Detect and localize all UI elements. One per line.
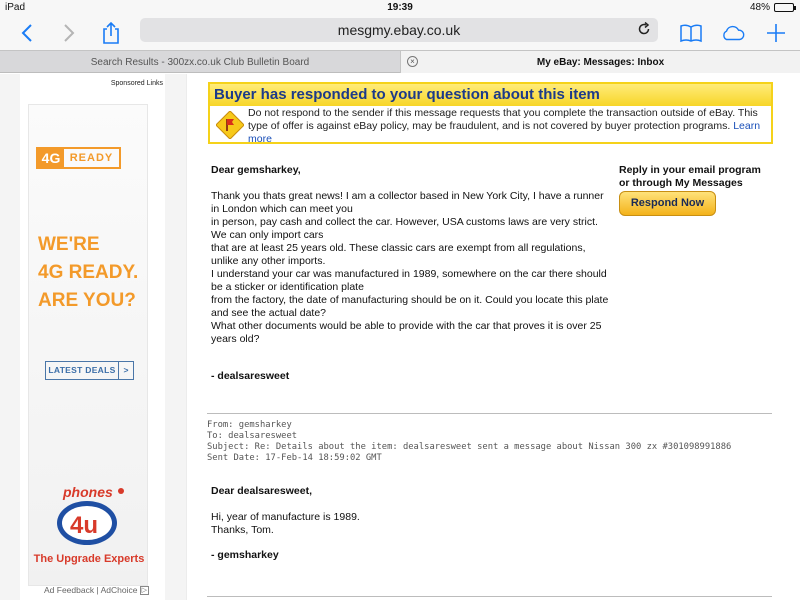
meta-sent-date: Sent Date: 17-Feb-14 18:59:02 GMT [207,453,382,463]
4g-ready-logo [36,147,121,169]
back-button[interactable] [14,20,40,46]
share-icon [101,21,121,45]
reply-signature: - gemsharkey [211,549,279,561]
cloud-icon [720,23,746,43]
reply-line: Reply in your email program [619,164,761,176]
page-content [0,74,800,600]
message-body-line: in person, pay cash and collect the car. However, USA customs laws are very strict. [211,216,598,228]
icloud-tabs-button[interactable] [720,20,746,46]
reply-body [211,511,360,537]
bookmarks-button[interactable] [678,20,704,46]
ad-feedback-link[interactable]: Ad Feedback [44,585,95,595]
chevron-left-icon [20,23,34,43]
reply-metadata [207,420,731,464]
reply-body-line: Hi, year of manufacture is 1989. [211,511,360,523]
meta-to: To: dealsaresweet [207,431,298,441]
message-body-line: be a sticker or identification plate [211,281,364,293]
plus-icon [766,23,786,43]
message-body-line: Thank you thats great news! I am a collector based in New York City, I have a runner [211,190,604,202]
logo-4g-text: 4G [38,149,64,167]
adchoice-icon[interactable]: ▷ [141,587,147,595]
tab-bar [0,50,800,73]
address-bar[interactable] [140,18,658,42]
ad-headline-line: 4G READY. [38,262,139,283]
alert-message: Do not respond to the sender if this message requests that you complete the transaction outside of eBay. This type of offer is against eBay policy, may be fraudulent, and is not covered by buyer protection programs. [248,107,758,132]
book-icon [680,23,702,43]
adchoice-link[interactable]: AdChoice [100,585,138,595]
close-icon[interactable]: × [407,56,418,67]
clock: 19:39 [387,2,413,13]
ad-column [20,74,165,600]
latest-deals-button[interactable] [45,361,134,380]
reload-icon[interactable] [636,21,652,37]
alert-text [248,107,768,146]
url-text: mesgmy.ebay.co.uk [337,22,461,38]
forward-button[interactable] [56,20,82,46]
chevron-right-icon [62,23,76,43]
message-body-line: that are at least 25 years old. These classic cars are exempt from all regulations, [211,242,586,254]
message-body [211,190,616,346]
message-greeting: Dear gemsharkey, [211,164,301,176]
alert-title: Buyer has responded to your question about this item [210,84,771,106]
tab-label: Search Results - 300zx.co.uk Club Bulletin Board [90,56,310,68]
message-body-line: in London which can meet you [211,203,353,215]
reply-greeting: Dear dealsaresweet, [211,485,312,497]
battery-indicator [750,2,794,13]
status-bar [0,0,800,16]
tab-ebay-messages[interactable] [400,51,800,73]
meta-subject: Subject: Re: Details about the item: dealsaresweet sent a message about Nissan 300 zx #301098991886 [207,442,732,452]
reply-line: or through My Messages [619,177,743,189]
policy-alert [208,82,773,144]
message-body-line: What other documents would be able to provide with the car that proves it is over 25 [211,320,602,332]
ad-headline [38,231,138,315]
message-panel [186,74,800,600]
message-body-line: I understand your car was manufactured in 1989, somewhere on the car there should [211,268,607,280]
sponsored-links-label: Sponsored Links [110,80,163,87]
message-body-line: and see the actual date? [211,307,327,319]
message-signature: - dealsaresweet [211,370,290,382]
battery-icon [774,3,794,12]
tab-label: My eBay: Messages: Inbox [536,56,665,68]
reply-body-line: Thanks, Tom. [211,524,274,536]
phones-wordmark: phones [63,484,113,500]
message-body-line: We can only import cars [211,229,324,241]
learn-more-link[interactable]: Learn more [248,120,761,145]
tab-search-results[interactable] [0,51,400,73]
reply-instructions [619,164,769,190]
device-label: iPad [5,2,26,13]
phones4u-logo [49,483,129,547]
latest-deals-label: LATEST DEALS [48,365,116,375]
message-body-line: years old? [211,333,260,345]
new-tab-button[interactable] [763,20,789,46]
share-button[interactable] [98,20,124,46]
divider [207,413,772,414]
ad-banner[interactable] [28,104,148,586]
meta-from: From: gemsharkey [207,420,292,430]
ad-headline-line: WE'RE [38,234,100,255]
message-body-line: unlike any other imports. [211,255,326,267]
logo-ready-text: READY [69,152,114,164]
ad-tagline: The Upgrade Experts [33,553,145,565]
warning-flag-icon [216,111,244,139]
message-body-line: from the factory, the date of manufacturing should be on it. Could you locate this plate [211,294,609,306]
ad-headline-line: ARE YOU? [38,290,136,311]
4u-wordmark: 4u [70,512,99,539]
arrow-right-icon: > [118,362,133,379]
divider [207,596,772,597]
respond-now-button[interactable]: Respond Now [619,191,716,216]
browser-toolbar [0,16,800,50]
ad-feedback: Ad Feedback | AdChoice ▷ [44,585,147,595]
battery-percent: 48% [749,2,770,13]
